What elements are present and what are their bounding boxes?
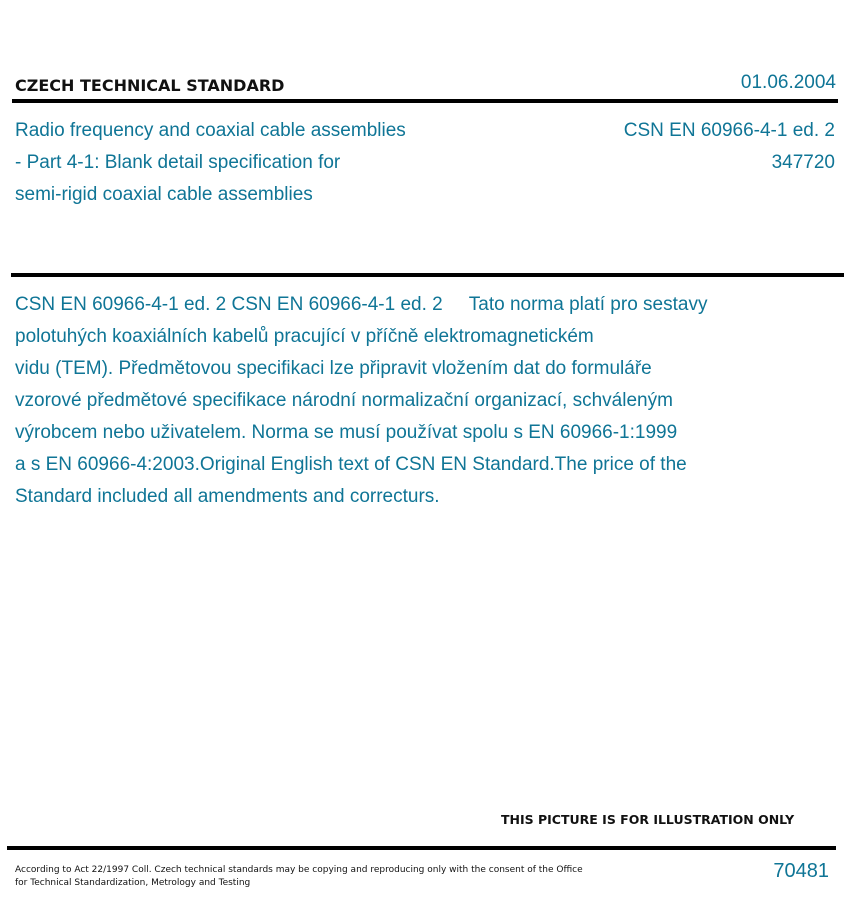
document-type-label: CZECH TECHNICAL STANDARD [15,76,285,95]
title-line: - Part 4-1: Blank detail specification for [15,152,341,173]
description-line: Standard included all amendments and correcturs. [15,486,440,507]
description-line: a s EN 60966-4:2003.Original English text of CSN EN Standard.The price of the [15,454,687,475]
description-line: CSN EN 60966-4-1 ed. 2 CSN EN 60966-4-1 ed. 2 Tato norma platí pro sestavy [15,294,708,315]
legal-notice [15,864,583,890]
legal-line: for Technical Standardization, Metrology and Testing [15,878,251,888]
title-line: semi-rigid coaxial cable assemblies [15,184,313,205]
footer-divider [7,846,836,850]
header-divider [12,99,838,103]
standard-description [15,289,830,513]
standard-codes [624,115,835,179]
class-number: 347720 [771,152,835,173]
description-line: polotuhých koaxiálních kabelů pracující v příčně elektromagnetickém [15,326,594,347]
description-line: vzorové předmětové specifikace národní normalizační organizací, schváleným [15,390,673,411]
legal-line: According to Act 22/1997 Coll. Czech technical standards may be copying and reproducing only with the consent of the Office [15,865,583,875]
catalog-number: 70481 [773,860,829,882]
description-line: výrobcem nebo uživatelem. Norma se musí používat spolu s EN 60966-1:1999 [15,422,678,443]
publication-date: 01.06.2004 [740,72,836,93]
illustration-notice: THIS PICTURE IS FOR ILLUSTRATION ONLY [501,812,795,827]
title-divider [11,273,844,277]
title-line: Radio frequency and coaxial cable assemblies [15,120,406,141]
standard-title [15,115,485,211]
description-line: vidu (TEM). Předmětovou specifikaci lze připravit vložením dat do formuláře [15,358,652,379]
standard-designation: CSN EN 60966-4-1 ed. 2 [623,120,835,141]
